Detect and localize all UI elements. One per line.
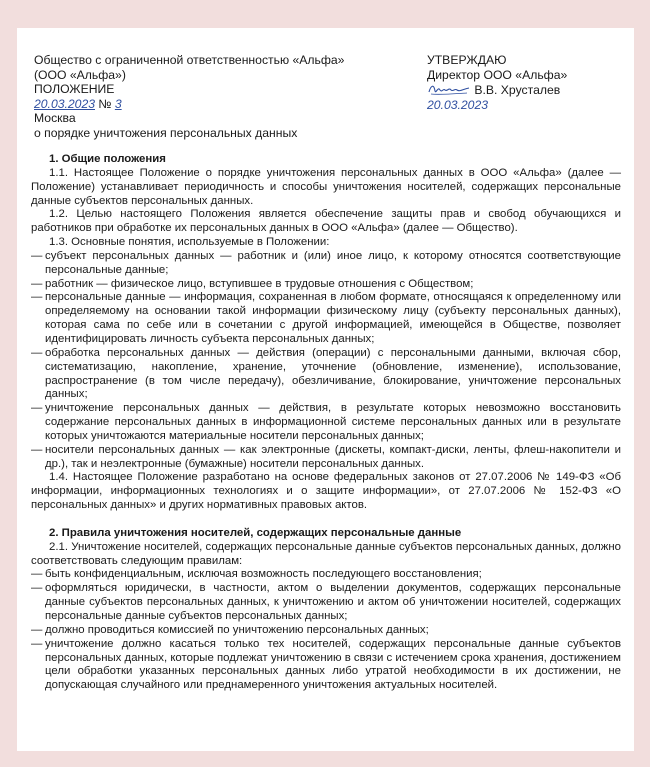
approval-title: УТВЕРЖДАЮ: [427, 53, 507, 67]
list-dash: —: [31, 582, 43, 595]
paragraph-2-1: 2.1. Уничтожение носителей, содержащих персональные данные субъектов персональных данных, должно соответствовать следующим правилам:: [31, 540, 621, 567]
paragraph-1-3: 1.3. Основные понятия, используемые в Положении:: [49, 236, 330, 249]
paragraph-1-1: 1.1. Настоящее Положение о порядке уничтожения персональных данных в ООО «Альфа» (далее — Положение) устанавливает периодичность и способы уничтожения носителей, содержащих персональные данные субъектов персональных данных.: [31, 166, 621, 207]
list-dash: —: [31, 443, 43, 456]
list-dash: —: [31, 277, 43, 290]
list-item: [31, 444, 621, 472]
organization-name: Общество с ограниченной ответственностью «Альфа»: [34, 53, 345, 67]
document-header: [34, 53, 414, 140]
document-body: [31, 153, 621, 693]
approval-position: Директор ООО «Альфа»: [427, 67, 568, 82]
document-date: 20.03.2023: [34, 96, 95, 111]
organization-short-name: (ООО «Альфа»): [34, 67, 126, 82]
section-2-title: 2. Правила уничтожения носителей, содержащих персональные данные: [49, 526, 462, 539]
list-item-text: обработка персональных данных — действия (операции) с персональными данными, включая сбор, систематизацию, накопление, хранение, уточнение (обновление, изменение), использование, распространение (в том числе передачу), обезличивание, блокирование, уничтожение персональных данных;: [45, 346, 621, 401]
list-dash: —: [31, 346, 43, 359]
document-page: [17, 28, 634, 751]
list-item: [31, 347, 621, 402]
list-item: [31, 624, 621, 638]
city: Москва: [34, 111, 76, 125]
paragraph-1-4: 1.4. Настоящее Положение разработано на основе федеральных законов от 27.07.2006 № 149-ФЗ «Об информации, информационных технологиях и о защите информации», от 27.07.2006 № 152-ФЗ «О персональных данных» и других нормативных правовых актов.: [31, 471, 621, 512]
list-item: [31, 568, 621, 582]
list-item-text: оформляться юридически, в частности, актом о выделении документов, содержащих персональные данные субъектов персональных данных, к уничтожению и актом об уничтожении носителей, содержащих персональные данные субъектов персональных данных;: [45, 582, 621, 622]
list-dash: —: [31, 637, 43, 650]
approver-name: В.В. Хрусталев: [474, 83, 561, 97]
document-date-number: [34, 97, 414, 112]
handwritten-signature: [427, 82, 471, 96]
list-item-text: уничтожение должно касаться только тех носителей, содержащих персональные данные субъектов персональных данных, которые подлежат уничтожению в связи с истечением срока хранения, достижением цели обработки указанных персональных данных либо утратой необходимости в их достижении, не допускающая случайного или преднамеренного уничтожения актуальных носителей.: [45, 637, 621, 692]
list-dash: —: [31, 402, 43, 415]
list-item-text: субъект персональных данных — работник и (или) иное лицо, к которому относятся соответствующие персональные данные;: [45, 249, 621, 276]
list-item-text: должно проводиться комиссией по уничтожению персональных данных;: [45, 623, 429, 636]
number-label: №: [98, 96, 112, 111]
document-type: ПОЛОЖЕНИЕ: [34, 82, 115, 96]
list-item-text: работник — физическое лицо, вступившее в трудовые отношения с Обществом;: [45, 277, 474, 290]
approval-block: [427, 53, 627, 112]
document-subject: о порядке уничтожения персональных данных: [34, 125, 298, 140]
list-item-text: персональные данные — информация, сохраненная в любом формате, относящаяся к определенному или определяемому на основании такой информации физическому лицу (субъекту персональных данных), которая сама по себе или в сочетании с другой информацией, имеющейся в Обществе, позволяет идентифицировать личность субъекта персональных данных;: [45, 291, 621, 345]
list-dash: —: [31, 623, 43, 636]
approval-signature-line: [427, 82, 627, 98]
list-dash: —: [31, 291, 43, 304]
section-spacer: [31, 513, 621, 527]
list-item-text: быть конфиденциальным, исключая возможность последующего восстановления;: [45, 568, 482, 581]
list-item: [31, 278, 621, 292]
list-item: [31, 250, 621, 278]
approval-date: 20.03.2023: [427, 97, 488, 112]
list-item: [31, 402, 621, 444]
list-item: [31, 638, 621, 693]
list-item: [31, 582, 621, 624]
document-number: 3: [114, 96, 122, 111]
list-dash: —: [31, 568, 43, 581]
list-item-text: носители персональных данных — как электронные (дискеты, компакт-диски, ленты, флеш-накопители и др.), так и неэлектронные (бумажные) носители персональных данных.: [45, 443, 621, 470]
section-1-title: 1. Общие положения: [49, 153, 166, 165]
list-dash: —: [31, 249, 43, 262]
paragraph-1-2: 1.2. Целью настоящего Положения является обеспечение защиты прав и свобод обучающихся и работников при обработке их персональных данных в ООО «Альфа» (далее — Общество).: [31, 208, 621, 235]
list-item: [31, 291, 621, 346]
list-item-text: уничтожение персональных данных — действия, в результате которых невозможно восстановить содержание персональных данных в информационной системе персональных данных или в результате которых уничтожаются материальные носители персональных данных;: [45, 402, 621, 442]
